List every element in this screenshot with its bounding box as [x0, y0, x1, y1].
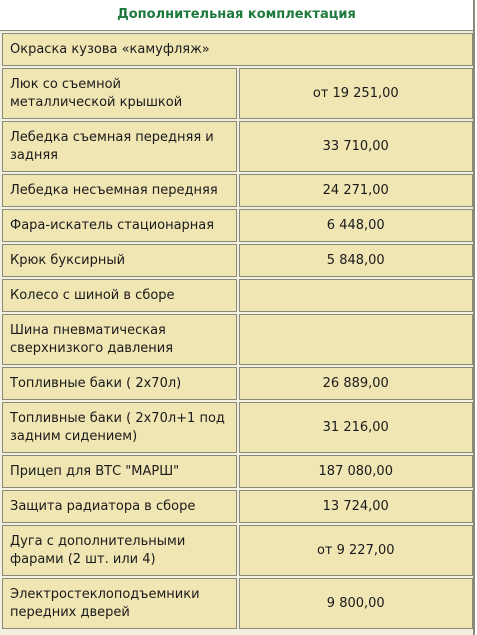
- table-row: [2, 455, 473, 488]
- option-price: 6 448,00: [239, 209, 474, 242]
- table-row: [2, 121, 473, 172]
- table-row: [2, 367, 473, 400]
- option-price: 187 080,00: [239, 455, 474, 488]
- option-name: Топливные баки ( 2х70л): [2, 367, 237, 400]
- table-row: [2, 402, 473, 453]
- table-row: [2, 314, 473, 365]
- option-name: Электростеклоподъемники передних дверей: [2, 578, 237, 629]
- option-name: Топливные баки ( 2х70л+1 под задним сидением): [2, 402, 237, 453]
- table-row: [2, 244, 473, 277]
- option-price: 9 800,00: [239, 578, 474, 629]
- option-price: от 9 227,00: [239, 525, 474, 576]
- option-name: Люк со съемной металлической крышкой: [2, 68, 237, 119]
- option-price: 13 724,00: [239, 490, 474, 523]
- options-table: [0, 31, 475, 631]
- option-name: Лебедка съемная передняя и задняя: [2, 121, 237, 172]
- option-name: Окраска кузова «камуфляж»: [2, 33, 473, 66]
- option-price: 24 271,00: [239, 174, 474, 207]
- table-row: [2, 33, 473, 66]
- option-price: [239, 314, 474, 365]
- option-name: Прицеп для ВТС "МАРШ": [2, 455, 237, 488]
- option-price: 31 216,00: [239, 402, 474, 453]
- option-name: Крюк буксирный: [2, 244, 237, 277]
- option-name: Дуга с дополнительными фарами (2 шт. или 4): [2, 525, 237, 576]
- table-row: [2, 578, 473, 629]
- table-row: [2, 279, 473, 312]
- table-title: Дополнительная комплектация: [0, 0, 473, 31]
- option-price: от 19 251,00: [239, 68, 474, 119]
- option-name: Колесо с шиной в сборе: [2, 279, 237, 312]
- option-name: Защита радиатора в сборе: [2, 490, 237, 523]
- option-price: [239, 279, 474, 312]
- table-row: [2, 525, 473, 576]
- option-name: Лебедка несъемная передняя: [2, 174, 237, 207]
- option-price: 5 848,00: [239, 244, 474, 277]
- table-row: [2, 68, 473, 119]
- option-price: 26 889,00: [239, 367, 474, 400]
- table-row: [2, 174, 473, 207]
- option-name: Фара-искатель стационарная: [2, 209, 237, 242]
- table-row: [2, 490, 473, 523]
- option-price: 33 710,00: [239, 121, 474, 172]
- table-row: [2, 209, 473, 242]
- option-name: Шина пневматическая сверхнизкого давления: [2, 314, 237, 365]
